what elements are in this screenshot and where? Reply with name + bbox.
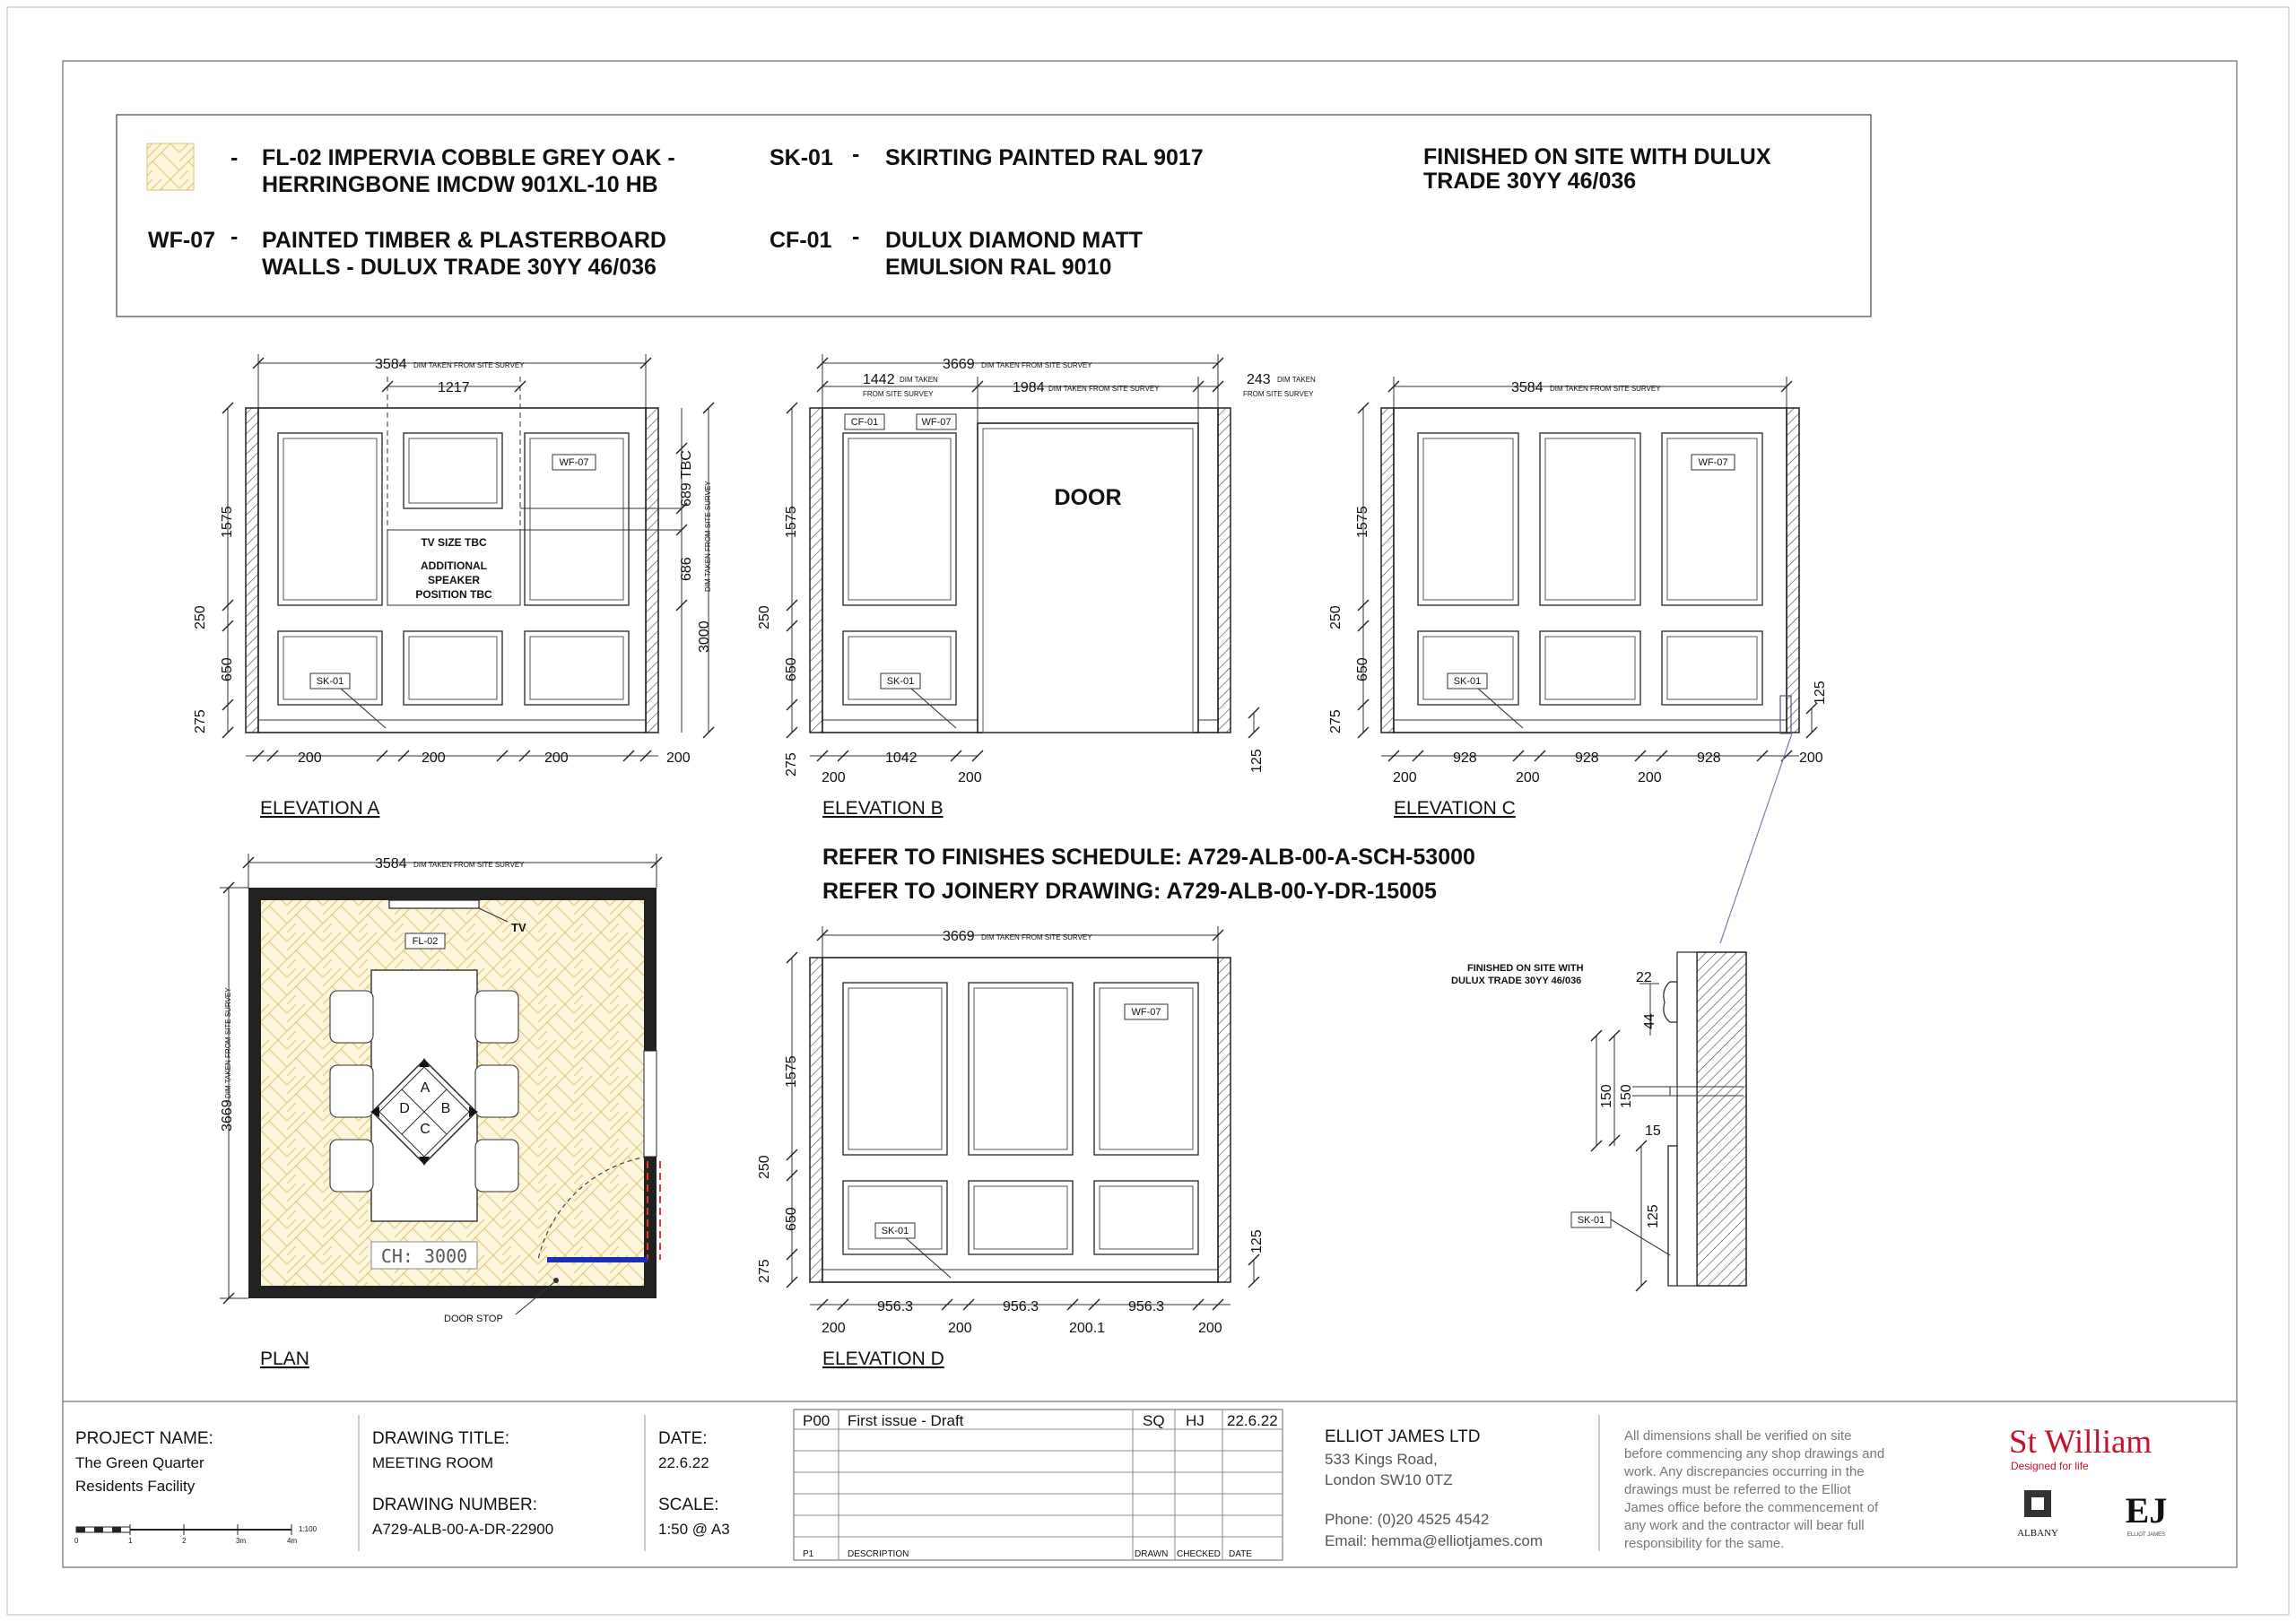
tag-wf07: WF-07	[1131, 1007, 1161, 1018]
dim-space: 200	[822, 1321, 846, 1336]
st-william-tagline: Designed for life	[2011, 1460, 2089, 1472]
rev-date: 22.6.22	[1227, 1412, 1278, 1429]
rev-header: DATE	[1229, 1549, 1252, 1559]
rev-header: CHECKED	[1177, 1549, 1221, 1559]
sk01-text: SKIRTING PAINTED RAL 9017	[885, 145, 1204, 170]
dim-width: 3669	[943, 929, 975, 944]
scale-tick: 3m	[236, 1537, 247, 1545]
address-line1: 533 Kings Road,	[1325, 1451, 1438, 1468]
dim-rail: 250	[757, 1155, 772, 1179]
compass-b: B	[440, 1101, 451, 1116]
scale-tick: 1	[128, 1537, 133, 1545]
fl02-dash: -	[230, 145, 239, 170]
right-wall	[1218, 408, 1231, 733]
drawing-title-label: DRAWING TITLE:	[372, 1429, 510, 1448]
elevation-c-title: ELEVATION C	[1394, 798, 1516, 819]
cf01-line1: DULUX DIAMOND MATT	[885, 228, 1143, 253]
dim-skirt: 275	[784, 752, 799, 776]
dim-rail: 250	[193, 605, 208, 629]
lower-panel	[278, 631, 382, 705]
speaker-note-1: ADDITIONAL	[421, 559, 487, 572]
dim-height: 3000	[697, 620, 712, 653]
elliot-james-logo	[2126, 1490, 2168, 1538]
tag-sk01: SK-01	[316, 676, 344, 687]
rev-header: DRAWN	[1135, 1549, 1169, 1559]
dim-space: 200	[958, 770, 982, 785]
elevation-d	[757, 926, 1265, 1369]
dim-125: 125	[1646, 1204, 1661, 1228]
disclaimer-line: James office before the commencement of	[1624, 1500, 1879, 1515]
fl02-line2: HERRINGBONE IMCDW 901XL-10 HB	[262, 172, 658, 197]
survey-note: DIM TAKEN FROM SITE SURVEY	[981, 933, 1092, 941]
dim-space: 200	[1198, 1321, 1222, 1336]
dim-tbc-mid: 686	[679, 557, 694, 581]
dim-panel: 956.3	[877, 1299, 914, 1314]
left-wall	[810, 958, 822, 1282]
tag-wf07: WF-07	[921, 417, 952, 428]
disclaimer-line: drawings must be referred to the Elliot	[1624, 1482, 1851, 1497]
dim-space: 200.1	[1069, 1321, 1106, 1336]
dim-rail: 250	[757, 605, 772, 629]
compass-c: C	[420, 1122, 430, 1137]
dim-lower: 650	[1355, 657, 1370, 681]
dim-upper: 1575	[220, 506, 235, 538]
dim-space: 200	[298, 750, 322, 766]
elevation-a-title: ELEVATION A	[260, 798, 380, 819]
survey-note: DIM TAKEN FROM SITE SURVEY	[704, 481, 712, 592]
project-line1: The Green Quarter	[75, 1454, 204, 1471]
drawing-title: MEETING ROOM	[372, 1454, 494, 1471]
scale-tick: 0	[74, 1537, 79, 1545]
disclaimer-line: work. Any discrepancies occurring in the	[1624, 1464, 1865, 1479]
detail-note-2: DULUX TRADE 30YY 46/036	[1451, 976, 1582, 986]
dim-left: 1442	[863, 372, 895, 387]
dim-panel: 956.3	[1128, 1299, 1165, 1314]
right-wall	[646, 408, 658, 733]
from-site-survey-note: FROM SITE SURVEY	[863, 390, 934, 398]
compass-d: D	[399, 1101, 410, 1116]
upper-panel	[969, 983, 1073, 1155]
disclaimer-line: any work and the contractor will bear full	[1624, 1518, 1865, 1533]
address-line2: London SW10 0TZ	[1325, 1471, 1453, 1488]
elevation-d-title: ELEVATION D	[822, 1349, 944, 1369]
fl02-line1: FL-02 IMPERVIA COBBLE GREY OAK -	[262, 145, 675, 170]
dim-panel: 928	[1697, 750, 1721, 766]
scale-bar	[74, 1524, 317, 1545]
left-wall	[1381, 408, 1394, 733]
upper-panel	[404, 433, 502, 508]
right-wall	[1787, 408, 1799, 733]
dim-15: 15	[1645, 1123, 1661, 1139]
dim-upper: 1575	[784, 1055, 799, 1088]
title-block	[63, 1401, 2237, 1560]
dim-space: 200	[822, 770, 846, 785]
speaker-note-2: SPEAKER	[427, 574, 481, 586]
ej-monogram: EJ	[2125, 1490, 2168, 1531]
tv-label: TV	[511, 921, 526, 934]
dim-skirt-right: 125	[1813, 681, 1828, 705]
tag-sk01: SK-01	[1577, 1215, 1605, 1226]
dim-skirt: 275	[757, 1259, 772, 1283]
scale-label: SCALE:	[658, 1496, 719, 1514]
tag-sk01: SK-01	[1453, 676, 1482, 687]
wf07-code: WF-07	[148, 228, 215, 253]
door-label: DOOR	[1054, 485, 1122, 510]
finish-line1: FINISHED ON SITE WITH DULUX	[1423, 144, 1771, 169]
dim-space: 200	[1799, 750, 1823, 766]
dim-space: 200	[666, 750, 691, 766]
lower-panel	[843, 631, 956, 705]
scale-tick: 2	[182, 1537, 187, 1545]
survey-note: DIM TAKEN FROM SITE SURVEY	[224, 987, 232, 1098]
dim-panel: 928	[1453, 750, 1477, 766]
elevation-b-title: ELEVATION B	[822, 798, 944, 819]
ceiling-height: CH: 3000	[380, 1245, 468, 1267]
dim-panel: 956.3	[1003, 1299, 1039, 1314]
lower-panel	[969, 1181, 1073, 1254]
door	[978, 423, 1198, 733]
elevation-a	[193, 354, 714, 819]
dim-space: 200	[422, 750, 446, 766]
dim-44: 44	[1642, 1013, 1657, 1029]
dim-150b: 150	[1619, 1084, 1634, 1108]
dim-space: 200	[1393, 770, 1417, 785]
dim-lower: 650	[784, 657, 799, 681]
sk01-code: SK-01	[770, 145, 833, 170]
dim-skirt: 275	[1328, 709, 1344, 733]
speaker-note-3: POSITION TBC	[415, 588, 492, 601]
lower-panel	[1662, 631, 1762, 705]
dim-taken-note: DIM TAKEN	[1277, 376, 1316, 384]
upper-panel	[843, 983, 947, 1155]
tv-size-note: TV SIZE TBC	[421, 536, 487, 549]
ref-finishes: REFER TO FINISHES SCHEDULE: A729-ALB-00-A-SCH-53000	[822, 845, 1475, 870]
legend-box	[117, 115, 1871, 317]
upper-panel	[1418, 433, 1518, 605]
dim-skirt-right: 125	[1249, 1229, 1265, 1253]
dim-tv: 1217	[438, 380, 470, 395]
albany-text: ALBANY	[2017, 1528, 2058, 1539]
project-label: PROJECT NAME:	[75, 1429, 213, 1448]
wf07-line1: PAINTED TIMBER & PLASTERBOARD	[262, 228, 666, 253]
date-label: DATE:	[658, 1429, 708, 1448]
dim-depth: 3669	[220, 1099, 235, 1132]
dim-right: 243	[1247, 372, 1271, 387]
tag-wf07: WF-07	[559, 457, 589, 468]
tag-sk01: SK-01	[886, 676, 915, 687]
rev-drawn: SQ	[1143, 1412, 1165, 1429]
disclaimer-line: All dimensions shall be verified on site	[1624, 1428, 1852, 1444]
dim-upper: 1575	[784, 506, 799, 538]
survey-note: DIM TAKEN FROM SITE SURVEY	[413, 361, 525, 369]
compass-a: A	[420, 1080, 430, 1096]
lower-panel	[404, 631, 502, 705]
dim-space: 200	[544, 750, 569, 766]
upper-panel	[278, 433, 382, 605]
tag-fl02: FL-02	[412, 936, 439, 947]
drawing-number-label: DRAWING NUMBER:	[372, 1496, 538, 1514]
dim-width: 3669	[943, 357, 975, 372]
dim-lower: 650	[220, 657, 235, 681]
finish-line2: TRADE 30YY 46/036	[1423, 169, 1637, 194]
company-name: ELLIOT JAMES LTD	[1325, 1427, 1481, 1446]
survey-note: DIM TAKEN FROM SITE SURVEY	[1048, 385, 1160, 393]
upper-panel	[843, 433, 956, 605]
elevation-b	[757, 354, 1316, 819]
email: Email: hemma@elliotjames.com	[1325, 1532, 1544, 1549]
dim-tbc-top: 689 TBC	[679, 450, 694, 507]
from-site-survey-note: FROM SITE SURVEY	[1243, 390, 1314, 398]
revision-table	[794, 1409, 1283, 1560]
elevation-c	[1328, 377, 1828, 819]
cf01-dash: -	[852, 224, 860, 249]
upper-panel	[1540, 433, 1640, 605]
dim-rail: 250	[1328, 605, 1344, 629]
dim-panel: 928	[1575, 750, 1599, 766]
scale-ratio: 1:100	[299, 1525, 317, 1533]
disclaimer-line: responsibility for the same.	[1624, 1536, 1785, 1551]
tag-cf01: CF-01	[850, 417, 879, 428]
disclaimer-line: before commencing any shop drawings and	[1624, 1446, 1885, 1462]
rev-checked: HJ	[1186, 1412, 1205, 1429]
rev-desc: First issue - Draft	[848, 1412, 964, 1429]
survey-note: DIM TAKEN FROM SITE SURVEY	[413, 861, 525, 869]
rev-header: DESCRIPTION	[848, 1549, 909, 1559]
tag-wf07: WF-07	[1698, 457, 1728, 468]
cf01-code: CF-01	[770, 228, 832, 253]
dim-lower: 650	[784, 1207, 799, 1231]
scale-tick: 4m	[287, 1537, 298, 1545]
lower-panel	[843, 1181, 947, 1254]
dim-space: 200	[1516, 770, 1540, 785]
wf07-line2: WALLS - DULUX TRADE 30YY 46/036	[262, 255, 657, 280]
dim-upper: 1575	[1355, 506, 1370, 538]
right-wall	[1218, 958, 1231, 1282]
dim-skirt-right: 125	[1249, 749, 1265, 773]
lower-panel	[1418, 631, 1518, 705]
ref-joinery: REFER TO JOINERY DRAWING: A729-ALB-00-Y-DR-15005	[822, 879, 1437, 904]
dim-skirt: 275	[193, 709, 208, 733]
phone: Phone: (0)20 4525 4542	[1325, 1511, 1490, 1528]
rev-code: P00	[803, 1412, 831, 1429]
dim-door: 1984	[1013, 380, 1045, 395]
dim-width: 3584	[375, 357, 407, 372]
date-value: 22.6.22	[658, 1454, 709, 1471]
tv-unit	[389, 900, 479, 908]
plan-title: PLAN	[260, 1349, 309, 1369]
survey-note: DIM TAKEN FROM SITE SURVEY	[981, 361, 1092, 369]
dim-width: 3584	[1511, 380, 1544, 395]
drawing-number: A729-ALB-00-A-DR-22900	[372, 1521, 554, 1538]
wf07-dash: -	[230, 224, 239, 249]
dim-150a: 150	[1599, 1084, 1614, 1108]
ej-subtitle: ELLIOT JAMES	[2126, 1532, 2166, 1538]
dim-panel: 1042	[885, 750, 918, 766]
project-line2: Residents Facility	[75, 1478, 196, 1495]
st-william-logo: St William	[2009, 1424, 2152, 1461]
plan	[220, 854, 662, 1369]
lower-panel	[1094, 1181, 1198, 1254]
dim-taken-note: DIM TAKEN	[900, 376, 938, 384]
dim-width: 3584	[375, 856, 407, 872]
dim-22: 22	[1636, 970, 1652, 985]
detail-note-1: FINISHED ON SITE WITH	[1467, 963, 1584, 974]
dim-space: 200	[948, 1321, 972, 1336]
lower-panel	[1540, 631, 1640, 705]
rev-header: P1	[803, 1549, 814, 1559]
fl02-swatch	[147, 143, 194, 190]
lower-panel	[525, 631, 629, 705]
albany-logo	[2017, 1490, 2058, 1539]
cf01-line2: EMULSION RAL 9010	[885, 255, 1112, 280]
tag-sk01: SK-01	[881, 1226, 909, 1236]
survey-note: DIM TAKEN FROM SITE SURVEY	[1550, 385, 1661, 393]
door-stop-label: DOOR STOP	[444, 1314, 503, 1324]
scale-value: 1:50 @ A3	[658, 1521, 730, 1538]
dim-space: 200	[1638, 770, 1662, 785]
left-wall	[246, 408, 258, 733]
left-wall	[810, 408, 822, 733]
sk01-dash: -	[852, 142, 860, 167]
